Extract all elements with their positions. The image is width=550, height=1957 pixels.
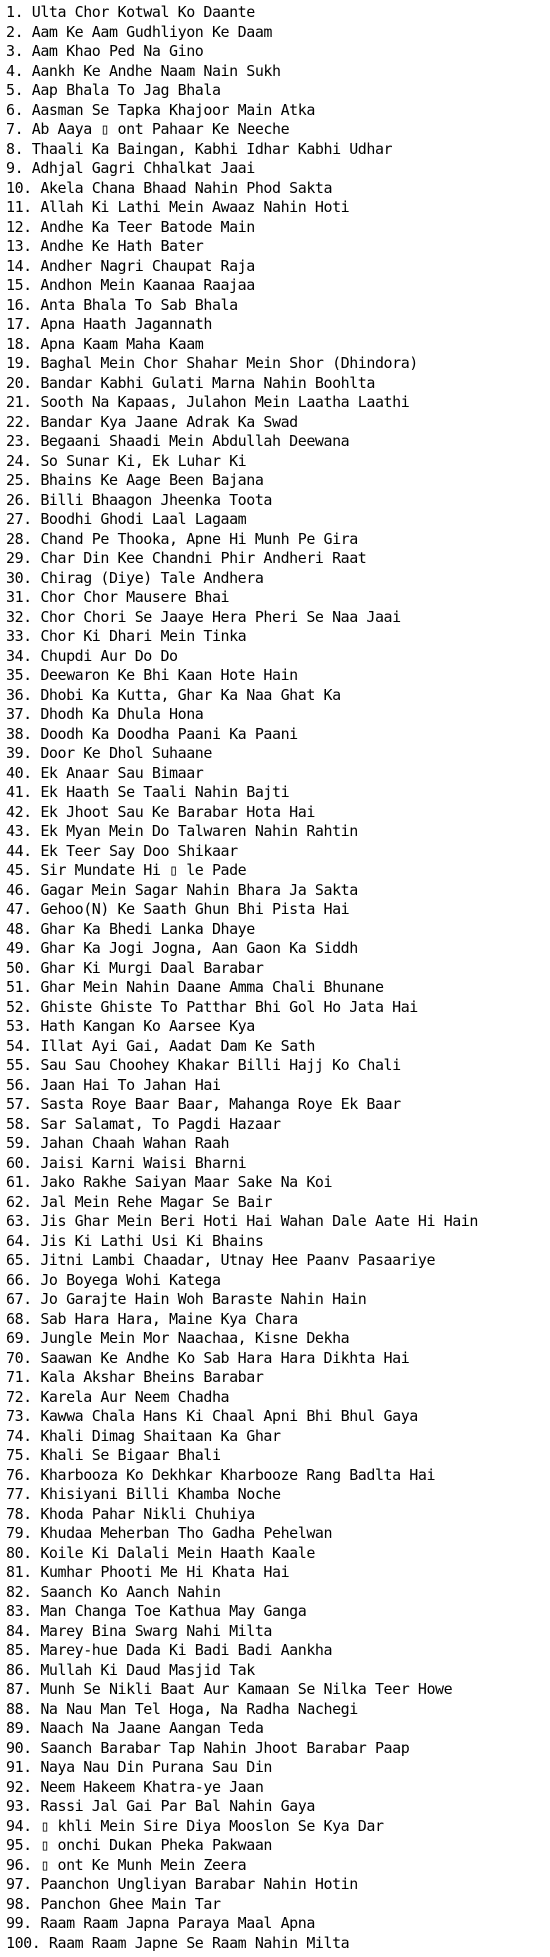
proverb-item: 6. Aasman Se Tapka Khajoor Main Atka [6,100,315,119]
proverb-item: 17. Apna Haath Jagannath [6,315,212,333]
proverb-item: 38. Doodh Ka Doodha Paani Ka Paani [6,724,298,743]
proverb-item: 14. Andher Nagri Chaupat Raja [6,256,255,275]
proverb-item: 98. Panchon Ghee Main Tar [6,1894,221,1913]
proverb-item: 91. Naya Nau Din Purana Sau Din [6,1758,273,1776]
proverb-item: 28. Chand Pe Thooka, Apne Hi Munh Pe Gira [6,529,358,548]
proverb-item: 29. Char Din Kee Chandni Phir Andheri Raat [6,549,367,567]
proverb-item: 55. Sau Sau Choohey Khakar Billi Hajj Ko Chali [6,1056,401,1074]
proverb-item: 45. Sir Mundate Hi ▯ le Pade [6,861,247,879]
proverb-item: 16. Anta Bhala To Sab Bhala [6,295,238,314]
proverb-item: 37. Dhodh Ka Dhula Hona [6,705,204,723]
proverb-item: 68. Sab Hara Hara, Maine Kya Chara [6,1309,298,1328]
proverb-item: 90. Saanch Barabar Tap Nahin Jhoot Barabar Paap [6,1738,410,1757]
proverb-item: 92. Neem Hakeem Khatra-ye Jaan [6,1777,264,1796]
proverb-item: 69. Jungle Mein Mor Naachaa, Kisne Dekha [6,1329,350,1347]
proverb-item: 71. Kala Akshar Bheins Barabar [6,1368,264,1386]
proverb-item: 89. Naach Na Jaane Aangan Teda [6,1719,264,1737]
proverb-item: 20. Bandar Kabhi Gulati Marna Nahin Boohlta [6,373,375,392]
proverb-item: 49. Ghar Ka Jogi Jogna, Aan Gaon Ka Siddh [6,939,358,957]
proverb-item: 58. Sar Salamat, To Pagdi Hazaar [6,1114,281,1133]
proverb-item: 25. Bhains Ke Aage Been Bajana [6,471,264,489]
proverb-item: 93. Rassi Jal Gai Par Bal Nahin Gaya [6,1797,315,1815]
proverb-item: 11. Allah Ki Lathi Mein Awaaz Nahin Hoti [6,198,350,216]
proverb-item: 76. Kharbooza Ko Dekhkar Kharbooze Rang Badlta Hai [6,1465,436,1484]
proverb-item: 57. Sasta Roye Baar Baar, Mahanga Roye Ek Baar [6,1095,401,1113]
proverb-item: 84. Marey Bina Swarg Nahi Milta [6,1621,273,1640]
proverb-item: 18. Apna Kaam Maha Kaam [6,334,204,353]
proverb-item: 99. Raam Raam Japna Paraya Maal Apna [6,1914,315,1932]
proverb-item: 79. Khudaa Meherban Tho Gadha Pehelwan [6,1524,333,1542]
proverb-item: 63. Jis Ghar Mein Beri Hoti Hai Wahan Dale Aate Hi Hain [6,1212,478,1230]
proverb-item: 81. Kumhar Phooti Me Hi Khata Hai [6,1563,290,1581]
proverb-item: 54. Illat Ayi Gai, Aadat Dam Ke Sath [6,1036,315,1055]
proverb-item: 97. Paanchon Ungliyan Barabar Nahin Hotin [6,1875,358,1893]
proverb-item: 78. Khoda Pahar Nikli Chuhiya [6,1504,255,1523]
proverb-item: 34. Chupdi Aur Do Do [6,646,178,665]
proverb-item: 48. Ghar Ka Bhedi Lanka Dhaye [6,919,255,938]
proverb-item: 5. Aap Bhala To Jag Bhala [6,81,221,99]
proverb-item: 47. Gehoo(N) Ke Saath Ghun Bhi Pista Hai [6,900,350,918]
proverb-item: 95. ▯ onchi Dukan Pheka Pakwaan [6,1836,273,1854]
proverb-item: 74. Khali Dimag Shaitaan Ka Ghar [6,1426,281,1445]
proverb-item: 24. So Sunar Ki, Ek Luhar Ki [6,451,247,470]
proverb-item: 44. Ek Teer Say Doo Shikaar [6,841,238,860]
proverb-item: 53. Hath Kangan Ko Aarsee Kya [6,1017,255,1035]
proverb-item: 87. Munh Se Nikli Baat Aur Kamaan Se Nilka Teer Howe [6,1680,453,1698]
proverb-item: 96. ▯ ont Ke Munh Mein Zeera [6,1855,247,1874]
proverb-item: 80. Koile Ki Dalali Mein Haath Kaale [6,1543,315,1562]
proverb-item: 56. Jaan Hai To Jahan Hai [6,1075,221,1094]
proverb-item: 46. Gagar Mein Sagar Nahin Bhara Ja Sakta [6,880,358,899]
proverb-item: 72. Karela Aur Neem Chadha [6,1387,230,1406]
proverb-item: 85. Marey-hue Dada Ki Badi Badi Aankha [6,1641,333,1659]
proverb-item: 43. Ek Myan Mein Do Talwaren Nahin Rahtin [6,822,358,840]
proverb-item: 15. Andhon Mein Kaanaa Raajaa [6,276,255,294]
proverb-item: 13. Andhe Ke Hath Bater [6,237,204,255]
proverb-item: 60. Jaisi Karni Waisi Bharni [6,1153,247,1172]
proverb-item: 31. Chor Chor Mausere Bhai [6,588,230,606]
proverb-item: 2. Aam Ke Aam Gudhliyon Ke Daam [6,22,273,41]
proverb-item: 41. Ek Haath Se Taali Nahin Bajti [6,783,290,801]
proverb-item: 7. Ab Aaya ▯ ont Pahaar Ke Neeche [6,120,290,138]
proverb-item: 8. Thaali Ka Baingan, Kabhi Idhar Kabhi Udhar [6,139,393,158]
proverb-item: 9. Adhjal Gagri Chhalkat Jaai [6,159,255,177]
proverb-item: 26. Billi Bhaagon Jheenka Toota [6,490,273,509]
proverb-list [6,3,546,1953]
proverb-item: 100. Raam Raam Japne Se Raam Nahin Milta [6,1933,350,1952]
proverb-item: 32. Chor Chori Se Jaaye Hera Pheri Se Naa Jaai [6,607,401,626]
proverb-item: 73. Kawwa Chala Hans Ki Chaal Apni Bhi Bhul Gaya [6,1407,418,1425]
proverb-item: 59. Jahan Chaah Wahan Raah [6,1134,230,1152]
proverb-item: 21. Sooth Na Kapaas, Julahon Mein Laatha Laathi [6,393,410,411]
proverb-item: 4. Aankh Ke Andhe Naam Nain Sukh [6,61,281,80]
proverb-item: 67. Jo Garajte Hain Woh Baraste Nahin Hain [6,1290,367,1308]
proverb-item: 12. Andhe Ka Teer Batode Main [6,217,255,236]
proverb-item: 33. Chor Ki Dhari Mein Tinka [6,627,247,645]
proverb-item: 40. Ek Anaar Sau Bimaar [6,763,204,782]
proverb-item: 27. Boodhi Ghodi Laal Lagaam [6,510,247,528]
proverb-item: 1. Ulta Chor Kotwal Ko Daante [6,3,255,21]
proverb-item: 70. Saawan Ke Andhe Ko Sab Hara Hara Dikhta Hai [6,1348,410,1367]
proverb-item: 35. Deewaron Ke Bhi Kaan Hote Hain [6,666,298,684]
proverb-item: 83. Man Changa Toe Kathua May Ganga [6,1602,307,1620]
proverb-item: 82. Saanch Ko Aanch Nahin [6,1582,221,1601]
proverb-item: 3. Aam Khao Ped Na Gino [6,42,204,60]
proverb-item: 61. Jako Rakhe Saiyan Maar Sake Na Koi [6,1173,333,1191]
proverb-item: 86. Mullah Ki Daud Masjid Tak [6,1660,255,1679]
proverb-item: 66. Jo Boyega Wohi Katega [6,1270,221,1289]
proverb-item: 65. Jitni Lambi Chaadar, Utnay Hee Paanv Pasaariye [6,1251,436,1269]
proverb-item: 50. Ghar Ki Murgi Daal Barabar [6,958,264,977]
proverb-item: 64. Jis Ki Lathi Usi Ki Bhains [6,1231,264,1250]
proverb-item: 23. Begaani Shaadi Mein Abdullah Deewana [6,432,350,450]
proverb-item: 77. Khisiyani Billi Khamba Noche [6,1485,281,1503]
proverb-item: 30. Chirag (Diye) Tale Andhera [6,568,264,587]
proverb-item: 36. Dhobi Ka Kutta, Ghar Ka Naa Ghat Ka [6,685,341,704]
proverb-item: 39. Door Ke Dhol Suhaane [6,744,212,762]
proverb-item: 42. Ek Jhoot Sau Ke Barabar Hota Hai [6,802,315,821]
proverb-item: 52. Ghiste Ghiste To Patthar Bhi Gol Ho Jata Hai [6,997,418,1016]
proverb-item: 62. Jal Mein Rehe Magar Se Bair [6,1192,273,1211]
proverb-item: 51. Ghar Mein Nahin Daane Amma Chali Bhunane [6,978,384,996]
proverb-item: 10. Akela Chana Bhaad Nahin Phod Sakta [6,178,333,197]
proverb-item: 88. Na Nau Man Tel Hoga, Na Radha Nachegi [6,1699,358,1718]
proverb-item: 22. Bandar Kya Jaane Adrak Ka Swad [6,412,298,431]
proverb-item: 19. Baghal Mein Chor Shahar Mein Shor (Dhindora) [6,354,418,372]
proverb-item: 94. ▯ khli Mein Sire Diya Mooslon Se Kya Dar [6,1816,384,1835]
proverb-item: 75. Khali Se Bigaar Bhali [6,1446,221,1464]
